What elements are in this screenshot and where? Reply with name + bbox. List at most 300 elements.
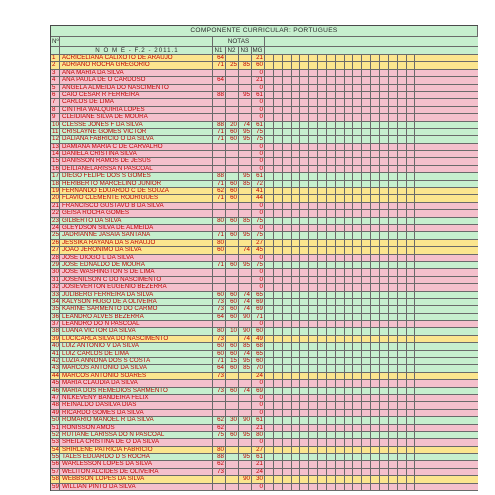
empty-cell[interactable] xyxy=(336,336,345,342)
empty-cell[interactable] xyxy=(318,255,327,261)
n3-cell[interactable] xyxy=(239,425,252,431)
n1-cell[interactable]: 73 xyxy=(213,336,226,342)
empty-cell[interactable] xyxy=(407,62,416,68)
empty-cell[interactable] xyxy=(362,461,371,467)
empty-cell[interactable] xyxy=(345,314,354,320)
empty-cell[interactable] xyxy=(336,136,345,142)
empty-cell[interactable] xyxy=(407,365,416,371)
empty-cell[interactable] xyxy=(318,343,327,349)
empty-cell[interactable] xyxy=(265,447,274,453)
empty-cell[interactable] xyxy=(371,314,380,320)
n3-cell[interactable] xyxy=(239,240,252,246)
n1-cell[interactable]: 60 xyxy=(213,343,226,349)
empty-cell[interactable] xyxy=(300,55,309,61)
empty-cell[interactable] xyxy=(345,343,354,349)
empty-cell[interactable] xyxy=(309,92,318,98)
empty-cell[interactable] xyxy=(300,425,309,431)
empty-cell[interactable] xyxy=(292,255,301,261)
mg-cell[interactable]: 0 xyxy=(252,99,265,105)
empty-cell[interactable] xyxy=(407,402,416,408)
n1-cell[interactable]: 62 xyxy=(213,417,226,423)
empty-cell[interactable] xyxy=(336,92,345,98)
empty-cell[interactable] xyxy=(327,92,336,98)
empty-cell[interactable] xyxy=(353,432,362,438)
n3-cell[interactable]: 95 xyxy=(239,358,252,364)
empty-cell[interactable] xyxy=(265,166,274,172)
empty-cell[interactable] xyxy=(398,99,407,105)
empty-cell[interactable] xyxy=(300,70,309,76)
empty-cell[interactable] xyxy=(407,173,416,179)
empty-cell[interactable] xyxy=(318,425,327,431)
empty-cell[interactable] xyxy=(345,129,354,135)
empty-cell[interactable] xyxy=(389,388,398,394)
empty-cell[interactable] xyxy=(389,255,398,261)
empty-cell[interactable] xyxy=(300,210,309,216)
empty-cell[interactable] xyxy=(265,476,274,482)
mg-cell[interactable]: 0 xyxy=(252,402,265,408)
n2-cell[interactable] xyxy=(226,277,239,283)
empty-cell[interactable] xyxy=(389,380,398,386)
empty-cell[interactable] xyxy=(345,358,354,364)
mg-cell[interactable]: 0 xyxy=(252,210,265,216)
mg-cell[interactable]: 75 xyxy=(252,218,265,224)
empty-cell[interactable] xyxy=(292,107,301,113)
empty-cell[interactable] xyxy=(318,410,327,416)
empty-cell[interactable] xyxy=(292,461,301,467)
empty-cell[interactable] xyxy=(274,203,283,209)
empty-cell[interactable] xyxy=(380,225,389,231)
mg-cell[interactable]: 60 xyxy=(252,62,265,68)
empty-cell[interactable] xyxy=(353,314,362,320)
empty-cell[interactable] xyxy=(345,432,354,438)
n2-cell[interactable]: 60 xyxy=(226,343,239,349)
empty-cell[interactable] xyxy=(407,240,416,246)
student-name[interactable]: JOSIEVERTON EUGENIO BEZERRA xyxy=(60,284,213,290)
empty-cell[interactable] xyxy=(345,225,354,231)
empty-cell[interactable] xyxy=(265,425,274,431)
empty-cell[interactable] xyxy=(380,114,389,120)
empty-cell[interactable] xyxy=(371,373,380,379)
empty-cell[interactable] xyxy=(327,314,336,320)
empty-cell[interactable] xyxy=(389,107,398,113)
empty-cell[interactable] xyxy=(336,410,345,416)
empty-cell[interactable] xyxy=(407,85,416,91)
n2-cell[interactable] xyxy=(226,447,239,453)
empty-cell[interactable] xyxy=(292,158,301,164)
empty-cell[interactable] xyxy=(283,62,292,68)
empty-cell[interactable] xyxy=(398,218,407,224)
empty-cell[interactable] xyxy=(371,417,380,423)
empty-cell[interactable] xyxy=(300,92,309,98)
empty-cell[interactable] xyxy=(398,484,407,490)
n1-cell[interactable]: 64 xyxy=(213,55,226,61)
empty-cell[interactable] xyxy=(292,218,301,224)
empty-cell[interactable] xyxy=(283,85,292,91)
empty-cell[interactable] xyxy=(327,62,336,68)
empty-cell[interactable] xyxy=(353,299,362,305)
empty-cell[interactable] xyxy=(300,262,309,268)
empty-cell[interactable] xyxy=(274,262,283,268)
empty-cell[interactable] xyxy=(309,417,318,423)
empty-cell[interactable] xyxy=(265,144,274,150)
empty-cell[interactable] xyxy=(336,402,345,408)
empty-cell[interactable] xyxy=(345,469,354,475)
empty-cell[interactable] xyxy=(345,417,354,423)
empty-cell[interactable] xyxy=(371,365,380,371)
empty-cell[interactable] xyxy=(309,210,318,216)
student-name[interactable]: DANISSON RAMOS DE JESUS xyxy=(60,158,213,164)
n1-cell[interactable] xyxy=(213,321,226,327)
empty-cell[interactable] xyxy=(283,351,292,357)
n1-cell[interactable]: 80 xyxy=(213,218,226,224)
n1-cell[interactable]: 62 xyxy=(213,188,226,194)
empty-cell[interactable] xyxy=(380,365,389,371)
empty-cell[interactable] xyxy=(300,292,309,298)
n3-cell[interactable]: 95 xyxy=(239,454,252,460)
empty-cell[interactable] xyxy=(407,262,416,268)
empty-cell[interactable] xyxy=(380,395,389,401)
n3-cell[interactable] xyxy=(239,461,252,467)
empty-cell[interactable] xyxy=(389,70,398,76)
empty-cell[interactable] xyxy=(292,195,301,201)
n3-cell[interactable]: 90 xyxy=(239,417,252,423)
empty-cell[interactable] xyxy=(398,292,407,298)
empty-cell[interactable] xyxy=(398,107,407,113)
empty-cell[interactable] xyxy=(309,388,318,394)
empty-cell[interactable] xyxy=(283,144,292,150)
mg-cell[interactable]: 0 xyxy=(252,284,265,290)
empty-cell[interactable] xyxy=(283,358,292,364)
empty-cell[interactable] xyxy=(274,255,283,261)
empty-cell[interactable] xyxy=(371,62,380,68)
n1-cell[interactable]: 62 xyxy=(213,461,226,467)
empty-cell[interactable] xyxy=(362,255,371,261)
empty-cell[interactable] xyxy=(300,395,309,401)
empty-cell[interactable] xyxy=(353,77,362,83)
empty-cell[interactable] xyxy=(380,358,389,364)
empty-cell[interactable] xyxy=(318,336,327,342)
empty-cell[interactable] xyxy=(283,92,292,98)
empty-cell[interactable] xyxy=(362,144,371,150)
empty-cell[interactable] xyxy=(398,388,407,394)
n2-cell[interactable] xyxy=(226,55,239,61)
empty-cell[interactable] xyxy=(371,461,380,467)
empty-cell[interactable] xyxy=(300,129,309,135)
mg-cell[interactable]: 0 xyxy=(252,277,265,283)
empty-cell[interactable] xyxy=(265,218,274,224)
empty-cell[interactable] xyxy=(371,99,380,105)
empty-cell[interactable] xyxy=(300,388,309,394)
empty-cell[interactable] xyxy=(327,158,336,164)
empty-cell[interactable] xyxy=(274,314,283,320)
student-name[interactable]: ANGELA ALMEIDA DO NASCIMENTO xyxy=(60,85,213,91)
empty-cell[interactable] xyxy=(292,299,301,305)
n2-cell[interactable] xyxy=(226,410,239,416)
empty-cell[interactable] xyxy=(309,373,318,379)
empty-cell[interactable] xyxy=(336,210,345,216)
empty-cell[interactable] xyxy=(353,328,362,334)
empty-cell[interactable] xyxy=(380,136,389,142)
empty-cell[interactable] xyxy=(389,432,398,438)
empty-cell[interactable] xyxy=(283,70,292,76)
empty-cell[interactable] xyxy=(336,225,345,231)
empty-cell[interactable] xyxy=(336,328,345,334)
empty-cell[interactable] xyxy=(362,122,371,128)
empty-cell[interactable] xyxy=(362,77,371,83)
empty-cell[interactable] xyxy=(407,380,416,386)
n2-cell[interactable] xyxy=(226,92,239,98)
empty-cell[interactable] xyxy=(353,277,362,283)
empty-cell[interactable] xyxy=(283,240,292,246)
empty-cell[interactable] xyxy=(407,92,416,98)
empty-cell[interactable] xyxy=(300,343,309,349)
empty-cell[interactable] xyxy=(265,284,274,290)
empty-cell[interactable] xyxy=(371,203,380,209)
n1-cell[interactable] xyxy=(213,484,226,490)
empty-cell[interactable] xyxy=(274,476,283,482)
n1-cell[interactable] xyxy=(213,476,226,482)
n1-cell[interactable]: 88 xyxy=(213,92,226,98)
empty-cell[interactable] xyxy=(283,432,292,438)
empty-cell[interactable] xyxy=(380,306,389,312)
empty-cell[interactable] xyxy=(353,188,362,194)
empty-cell[interactable] xyxy=(345,247,354,253)
empty-cell[interactable] xyxy=(345,262,354,268)
empty-cell[interactable] xyxy=(309,402,318,408)
empty-cell[interactable] xyxy=(353,388,362,394)
n3-cell[interactable] xyxy=(239,210,252,216)
empty-cell[interactable] xyxy=(265,328,274,334)
n3-cell[interactable]: 95 xyxy=(239,232,252,238)
empty-cell[interactable] xyxy=(398,447,407,453)
empty-cell[interactable] xyxy=(389,476,398,482)
empty-cell[interactable] xyxy=(318,358,327,364)
empty-cell[interactable] xyxy=(300,277,309,283)
n3-cell[interactable] xyxy=(239,77,252,83)
empty-cell[interactable] xyxy=(292,173,301,179)
empty-cell[interactable] xyxy=(371,351,380,357)
n3-cell[interactable]: 74 xyxy=(239,299,252,305)
empty-cell[interactable] xyxy=(265,129,274,135)
empty-cell[interactable] xyxy=(292,358,301,364)
empty-cell[interactable] xyxy=(380,321,389,327)
n2-cell[interactable] xyxy=(226,461,239,467)
empty-cell[interactable] xyxy=(398,92,407,98)
empty-cell[interactable] xyxy=(345,284,354,290)
empty-cell[interactable] xyxy=(327,144,336,150)
empty-cell[interactable] xyxy=(292,469,301,475)
empty-cell[interactable] xyxy=(353,351,362,357)
n3-cell[interactable]: 95 xyxy=(239,136,252,142)
empty-cell[interactable] xyxy=(283,136,292,142)
n3-cell[interactable]: 95 xyxy=(239,262,252,268)
empty-cell[interactable] xyxy=(407,151,416,157)
empty-cell[interactable] xyxy=(309,70,318,76)
empty-cell[interactable] xyxy=(265,55,274,61)
n1-cell[interactable]: 75 xyxy=(213,432,226,438)
empty-cell[interactable] xyxy=(407,232,416,238)
n1-cell[interactable] xyxy=(213,107,226,113)
empty-cell[interactable] xyxy=(371,469,380,475)
empty-cell[interactable] xyxy=(274,469,283,475)
empty-cell[interactable] xyxy=(292,314,301,320)
mg-cell[interactable]: 0 xyxy=(252,255,265,261)
empty-cell[interactable] xyxy=(371,439,380,445)
empty-cell[interactable] xyxy=(327,292,336,298)
empty-cell[interactable] xyxy=(300,358,309,364)
empty-cell[interactable] xyxy=(309,321,318,327)
student-name[interactable]: WILLIAN PINTO DA SILVA xyxy=(60,484,213,490)
empty-cell[interactable] xyxy=(336,232,345,238)
empty-cell[interactable] xyxy=(380,99,389,105)
empty-cell[interactable] xyxy=(362,314,371,320)
empty-cell[interactable] xyxy=(398,380,407,386)
n3-cell[interactable] xyxy=(239,395,252,401)
empty-cell[interactable] xyxy=(371,85,380,91)
empty-cell[interactable] xyxy=(336,218,345,224)
empty-cell[interactable] xyxy=(345,77,354,83)
empty-cell[interactable] xyxy=(265,114,274,120)
empty-cell[interactable] xyxy=(362,166,371,172)
empty-cell[interactable] xyxy=(318,476,327,482)
empty-cell[interactable] xyxy=(283,255,292,261)
empty-cell[interactable] xyxy=(398,181,407,187)
empty-cell[interactable] xyxy=(283,129,292,135)
empty-cell[interactable] xyxy=(398,240,407,246)
empty-cell[interactable] xyxy=(274,432,283,438)
empty-cell[interactable] xyxy=(362,195,371,201)
empty-cell[interactable] xyxy=(283,181,292,187)
mg-cell[interactable]: 0 xyxy=(252,114,265,120)
empty-cell[interactable] xyxy=(265,188,274,194)
empty-cell[interactable] xyxy=(300,225,309,231)
empty-cell[interactable] xyxy=(398,402,407,408)
empty-cell[interactable] xyxy=(345,365,354,371)
empty-cell[interactable] xyxy=(362,432,371,438)
empty-cell[interactable] xyxy=(274,447,283,453)
empty-cell[interactable] xyxy=(318,99,327,105)
empty-cell[interactable] xyxy=(300,336,309,342)
empty-cell[interactable] xyxy=(336,107,345,113)
empty-cell[interactable] xyxy=(362,70,371,76)
empty-cell[interactable] xyxy=(292,136,301,142)
empty-cell[interactable] xyxy=(398,284,407,290)
empty-cell[interactable] xyxy=(274,306,283,312)
n1-cell[interactable]: 71 xyxy=(213,136,226,142)
empty-cell[interactable] xyxy=(371,210,380,216)
empty-cell[interactable] xyxy=(353,107,362,113)
empty-cell[interactable] xyxy=(336,158,345,164)
n1-cell[interactable]: 64 xyxy=(213,365,226,371)
empty-cell[interactable] xyxy=(353,136,362,142)
empty-cell[interactable] xyxy=(398,439,407,445)
empty-cell[interactable] xyxy=(309,476,318,482)
empty-cell[interactable] xyxy=(371,55,380,61)
empty-cell[interactable] xyxy=(380,62,389,68)
empty-cell[interactable] xyxy=(353,410,362,416)
empty-cell[interactable] xyxy=(300,151,309,157)
n2-cell[interactable] xyxy=(226,247,239,253)
empty-cell[interactable] xyxy=(318,85,327,91)
empty-cell[interactable] xyxy=(398,85,407,91)
empty-cell[interactable] xyxy=(389,99,398,105)
empty-cell[interactable] xyxy=(407,425,416,431)
n1-cell[interactable] xyxy=(213,158,226,164)
empty-cell[interactable] xyxy=(362,188,371,194)
n1-cell[interactable]: 80 xyxy=(213,240,226,246)
n1-cell[interactable] xyxy=(213,410,226,416)
empty-cell[interactable] xyxy=(345,321,354,327)
empty-cell[interactable] xyxy=(300,373,309,379)
student-name[interactable]: KALYSON HUGO DE A OLIVEIRA xyxy=(60,299,213,305)
empty-cell[interactable] xyxy=(407,314,416,320)
empty-cell[interactable] xyxy=(380,388,389,394)
empty-cell[interactable] xyxy=(380,158,389,164)
student-name[interactable]: FRANCISCO GUSTAVO B DA SILVA xyxy=(60,203,213,209)
empty-cell[interactable] xyxy=(283,203,292,209)
empty-cell[interactable] xyxy=(398,122,407,128)
n2-cell[interactable]: 60 xyxy=(226,232,239,238)
empty-cell[interactable] xyxy=(345,351,354,357)
empty-cell[interactable] xyxy=(300,203,309,209)
empty-cell[interactable] xyxy=(362,402,371,408)
empty-cell[interactable] xyxy=(371,380,380,386)
mg-cell[interactable]: 69 xyxy=(252,388,265,394)
empty-cell[interactable] xyxy=(318,114,327,120)
student-name[interactable]: DEILIANELARISSA N PASCOAL xyxy=(60,166,213,172)
empty-cell[interactable] xyxy=(318,218,327,224)
empty-cell[interactable] xyxy=(274,210,283,216)
empty-cell[interactable] xyxy=(292,247,301,253)
empty-cell[interactable] xyxy=(371,262,380,268)
student-name[interactable]: SHEILA CRISTINA DE O DA SILVA xyxy=(60,439,213,445)
empty-cell[interactable] xyxy=(389,314,398,320)
empty-cell[interactable] xyxy=(407,351,416,357)
empty-cell[interactable] xyxy=(292,240,301,246)
empty-cell[interactable] xyxy=(309,77,318,83)
empty-cell[interactable] xyxy=(380,461,389,467)
empty-cell[interactable] xyxy=(389,203,398,209)
empty-cell[interactable] xyxy=(345,388,354,394)
empty-cell[interactable] xyxy=(380,122,389,128)
empty-cell[interactable] xyxy=(389,461,398,467)
student-name[interactable]: LUZIA ANNONA DOS S COSTA xyxy=(60,358,213,364)
empty-cell[interactable] xyxy=(407,469,416,475)
empty-cell[interactable] xyxy=(327,277,336,283)
student-name[interactable]: JULIBERG FERREIRA DA SILVA xyxy=(60,292,213,298)
empty-cell[interactable] xyxy=(309,328,318,334)
empty-cell[interactable] xyxy=(407,181,416,187)
empty-cell[interactable] xyxy=(265,92,274,98)
empty-cell[interactable] xyxy=(371,255,380,261)
empty-cell[interactable] xyxy=(265,484,274,490)
empty-cell[interactable] xyxy=(336,395,345,401)
empty-cell[interactable] xyxy=(274,240,283,246)
empty-cell[interactable] xyxy=(336,151,345,157)
student-name[interactable]: LUIZ CARLOS DE LIMA xyxy=(60,351,213,357)
empty-cell[interactable] xyxy=(362,173,371,179)
n3-cell[interactable]: 85 xyxy=(239,218,252,224)
n2-cell[interactable] xyxy=(226,107,239,113)
empty-cell[interactable] xyxy=(353,225,362,231)
student-name[interactable]: ACRICELIANA CALIXOTO DE ARAUJO xyxy=(60,55,213,61)
empty-cell[interactable] xyxy=(300,351,309,357)
empty-cell[interactable] xyxy=(398,469,407,475)
empty-cell[interactable] xyxy=(318,417,327,423)
n2-cell[interactable]: 30 xyxy=(226,417,239,423)
empty-cell[interactable] xyxy=(318,107,327,113)
n3-cell[interactable] xyxy=(239,203,252,209)
